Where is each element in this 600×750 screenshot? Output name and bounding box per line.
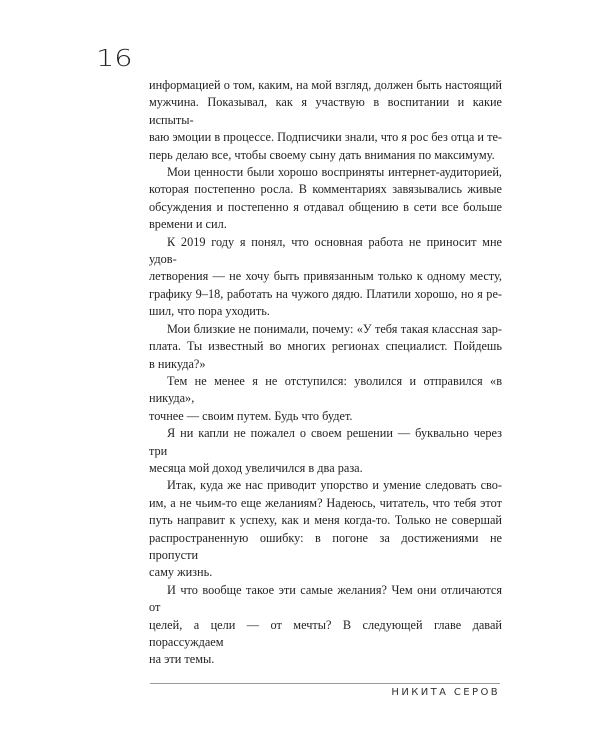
text-line: распространенную ошибку: в погоне за достижениями не пропусти (149, 530, 502, 562)
paragraph (149, 234, 502, 321)
paragraph (149, 77, 502, 164)
paragraph (149, 582, 502, 669)
text-line: месяца мой доход увеличился в два раза. (149, 460, 363, 475)
text-line: времени и сил. (149, 217, 227, 232)
text-line: Я ни капли не пожалел о своем решении — буквально через три (149, 426, 502, 458)
text-line: путь направит к успеху, как и меня когда-то. Только не совершай (149, 513, 502, 528)
text-line: целей, а цели — от мечты? В следующей главе давай порассуждаем (149, 617, 502, 649)
paragraph (149, 321, 502, 373)
text-line: плата. Ты известный во многих регионах специалист. Пойдешь (149, 339, 502, 354)
paragraph (149, 477, 502, 581)
text-line: мужчина. Показывал, как я участвую в воспитании и какие испыты- (149, 95, 502, 127)
text-line: графику 9–18, работать на чужого дядю. Платили хорошо, но я ре- (149, 286, 502, 301)
text-line: обсуждения и постепенно я отдавал общению в сети все больше (149, 199, 502, 214)
text-line: К 2019 году я понял, что основная работа не приносит мне удов- (149, 234, 502, 267)
text-line: саму жизнь. (149, 565, 213, 580)
text-line: Мои близкие не понимали, почему: «У тебя такая классная зар- (167, 321, 502, 336)
text-line: летворения — не хочу быть привязанным только к одному месту, (149, 269, 502, 284)
text-line: Тем не менее я не отступился: уволился и отправился «в никуда», (149, 373, 502, 406)
text-line: И что вообще такое эти самые желания? Чем они отличаются от (149, 582, 502, 615)
text-line: перь делаю все, чтобы своему сыну дать внимания по максимуму. (149, 147, 495, 162)
paragraph (149, 164, 502, 234)
body-text (149, 77, 502, 669)
text-line: информацией о том, каким, на мой взгляд, должен быть настоящий (149, 78, 502, 92)
text-line: Мои ценности были хорошо восприняты интернет-аудиторией, (167, 165, 502, 180)
text-line: Итак, куда же нас приводит упорство и умение следовать сво- (167, 478, 502, 493)
paragraph (149, 373, 502, 425)
text-line: на эти темы. (149, 652, 215, 667)
text-line: которая постепенно росла. В комментариях завязывались живые (149, 182, 502, 197)
text-line: ваю эмоции в процессе. Подписчики знали, что я рос без отца и те- (149, 130, 502, 145)
paragraph (149, 425, 502, 477)
text-line: шил, что пора уходить. (149, 304, 270, 319)
footer-rule (150, 683, 500, 684)
running-footer-author: НИКИТА СЕРОВ (391, 687, 500, 698)
text-line: точнее — своим путем. Будь что будет. (149, 408, 353, 423)
text-line: в никуда?» (149, 356, 206, 371)
page-number: 16 (96, 46, 133, 72)
text-line: им, а не чьим-то еще желаниям? Надеюсь, читатель, что тебя этот (149, 495, 502, 510)
